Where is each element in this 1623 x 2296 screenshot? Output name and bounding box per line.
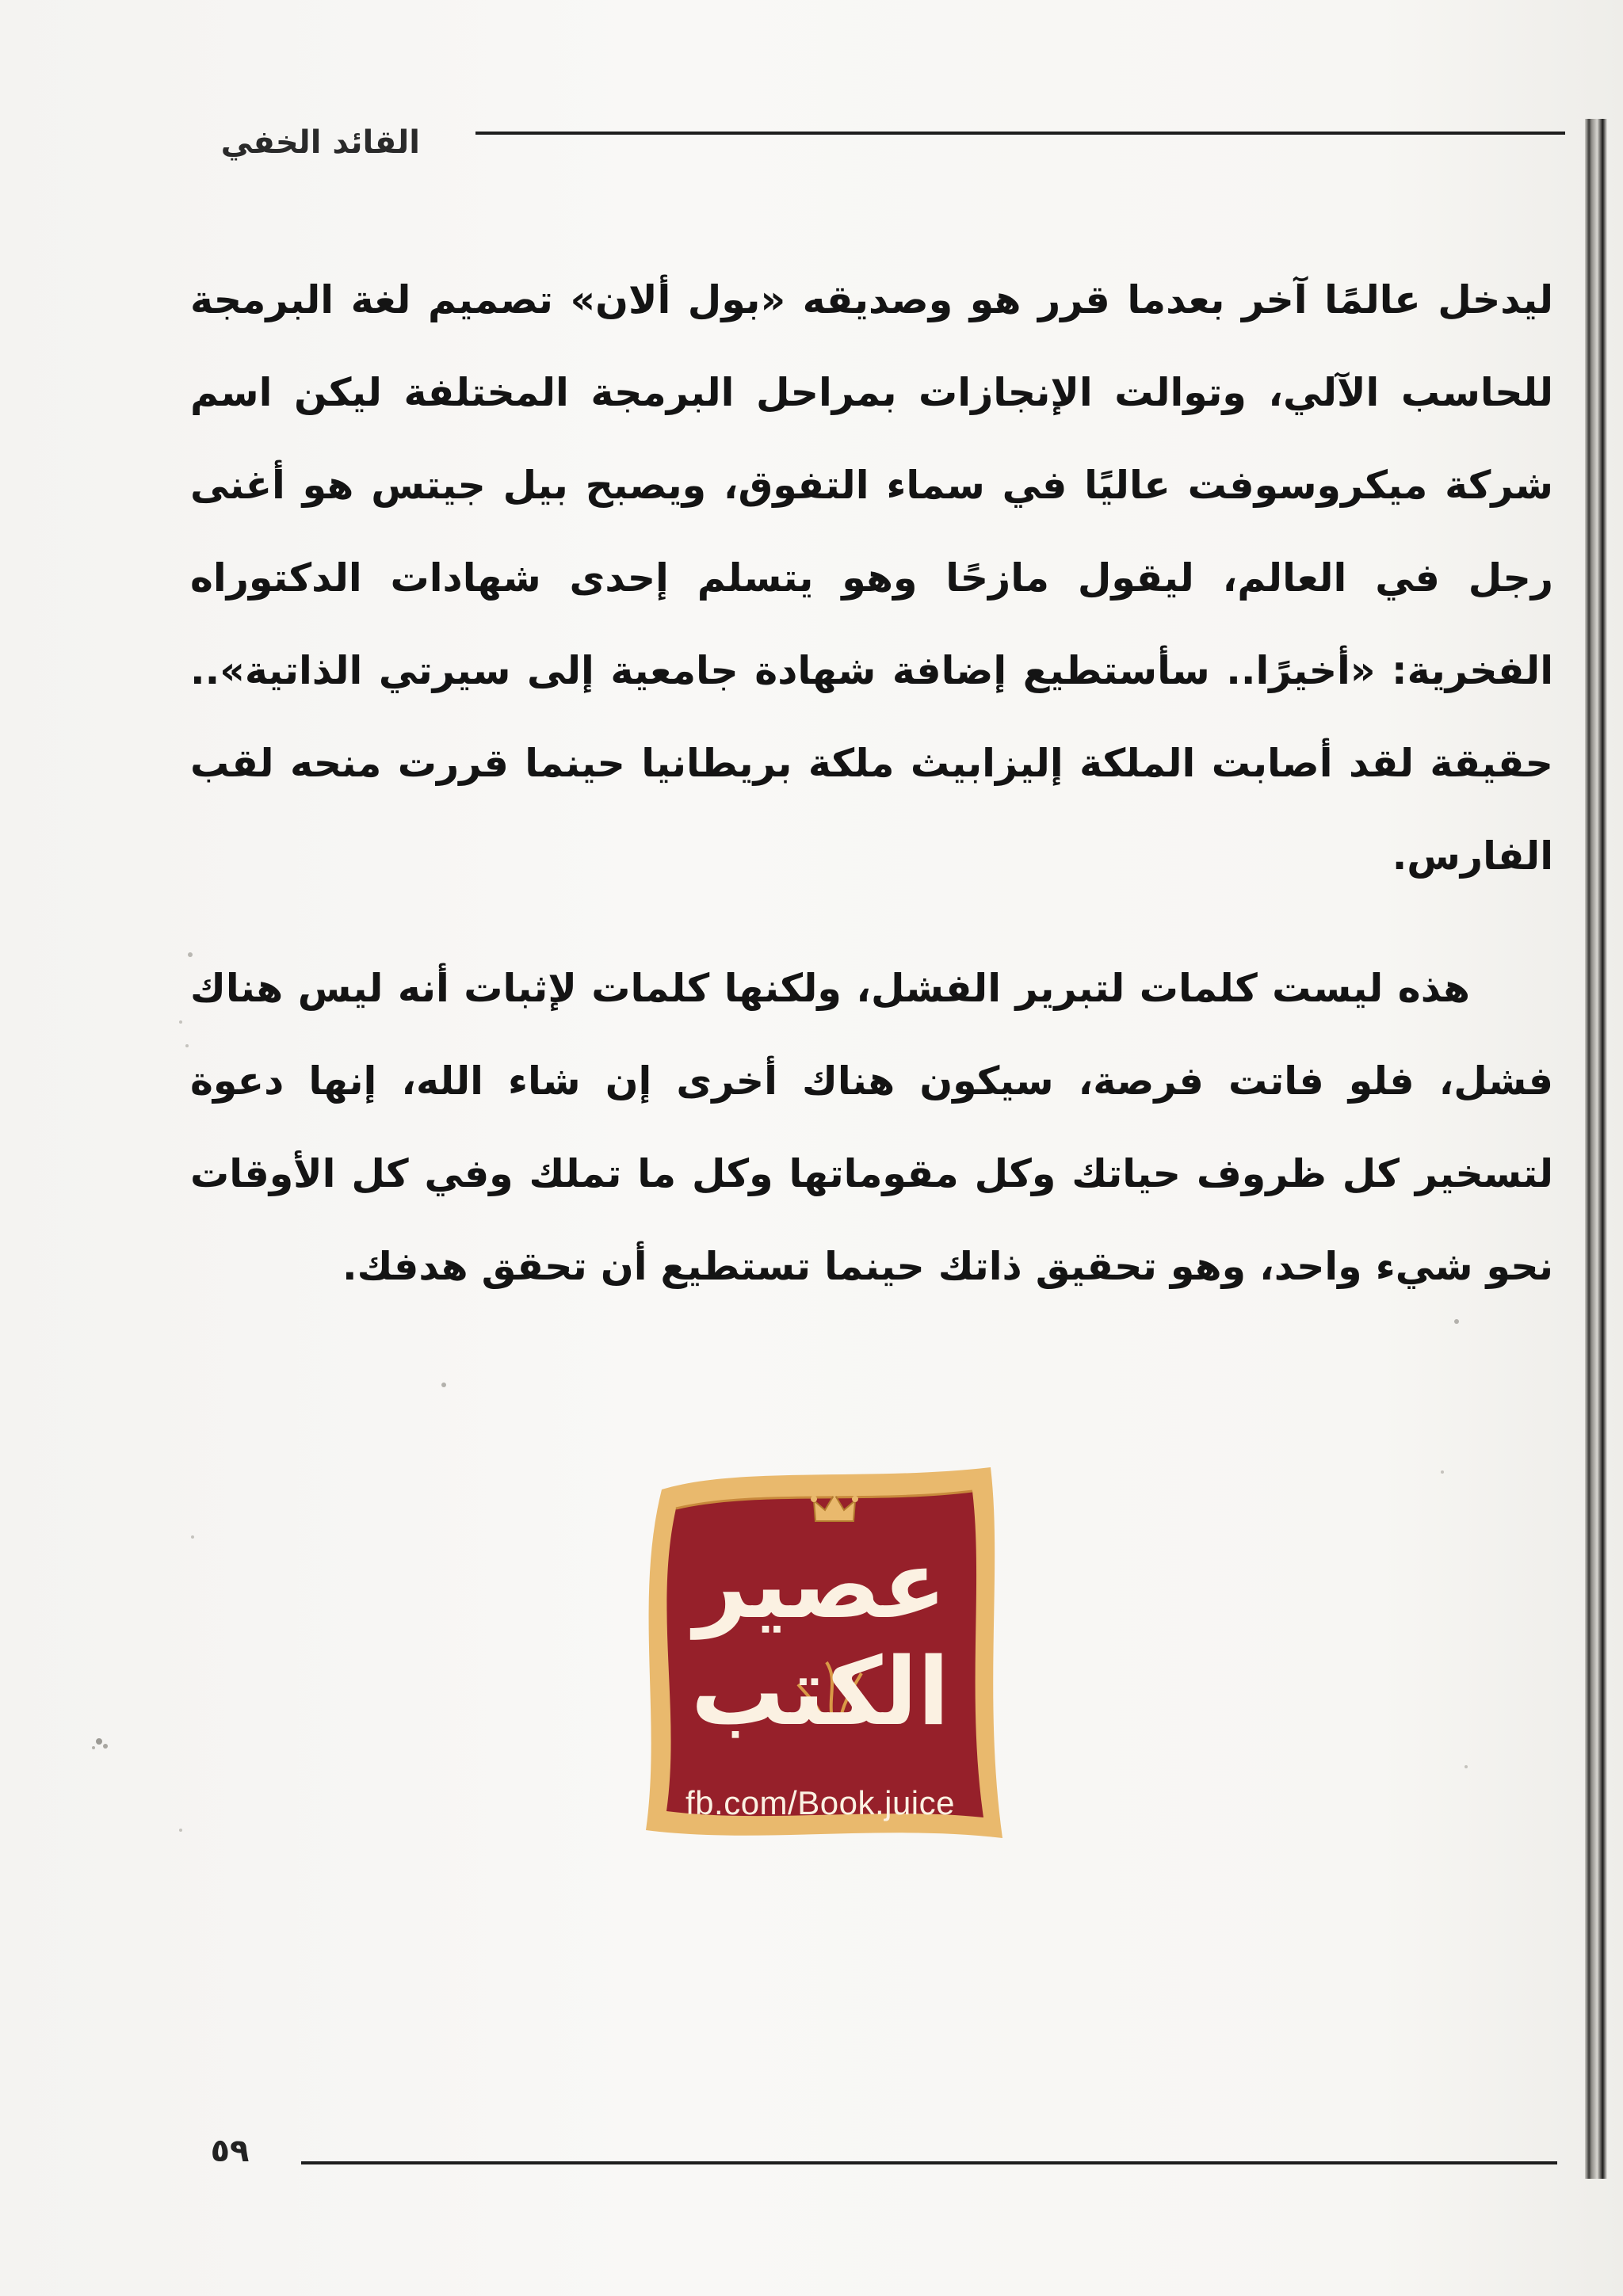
paragraph-2: هذه ليست كلمات لتبرير الفشل، ولكنها كلمات لإثبات أنه ليس هناك فشل، فلو فاتت فرصة، سيكون هناك أخرى إن شاء الله، إنها دعوة لتسخير كل ظروف حياتك وكل مقوماتها وكل ما تملك وفي كل الأوقات نحو شيء واحد، وهو تحقيق ذاتك حينما تستطيع أن تحقق هدفك. [190, 966, 1553, 1289]
paragraph-1: ليدخل عالمًا آخر بعدما قرر هو وصديقه «بول ألان» تصميم لغة البرمجة للحاسب الآلي، وتوالت الإنجازات بمراحل البرمجة المختلفة ليكن اسم شركة ميكروسوفت عاليًا في سماء التفوق، ويصبح بيل جيتس هو أغنى رجل في العالم، ليقول مازحًا وهو يتسلم إحدى شهادات الدكتوراه الفخرية: «أخيرًا.. سأستطيع إضافة شهادة جامعية إلى سيرتي الذاتية».. حقيقة لقد أصابت الملكة إليزابيث ملكة بريطانيا حينما قررت منحه لقب الفارس. [190, 277, 1553, 879]
page-number: ٥٩ [210, 2133, 250, 2169]
header-rule [475, 132, 1565, 135]
body-text [190, 254, 1553, 1313]
logo-word-books: الكتب [690, 1637, 950, 1746]
logo-word-juice: عصير [693, 1530, 947, 1639]
watermark-logo [630, 1458, 1010, 1854]
footer-rule [301, 2161, 1557, 2164]
logo-url: fb.com/Book.juice [685, 1784, 955, 1821]
crown-icon [811, 1489, 858, 1526]
book-spine-shadow [1585, 119, 1607, 2179]
running-header-title: القائد الخفي [220, 124, 420, 161]
